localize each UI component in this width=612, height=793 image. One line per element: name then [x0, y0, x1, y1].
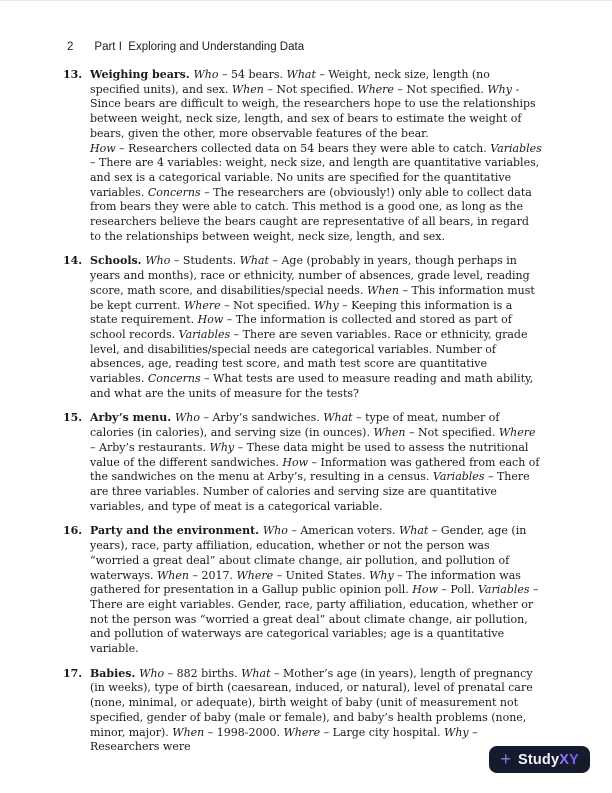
header-title: Part I Exploring and Understanding Data [94, 41, 305, 53]
brand-text-secondary: XY [559, 751, 579, 768]
item-paragraph: Arby’s menu. Who – Arby’s sandwiches. What – type of meat, number of calories (in calories), and serving size (in ounces). When – Not specified. Where – Arby’s restaurants. Why – These data might be used to assess the nutritional value of the different sandwiches. How – Information was gathered from each of the sandwiches on the menu at Arby’s, resulting in a census. Variables – There are three variables. Number of calories and serving size are quantitative variables, and type of meat is a categorical variable. [90, 411, 540, 513]
page-header [67, 1, 612, 53]
solution-item-13 [63, 68, 542, 244]
item-number: 13. [63, 68, 83, 81]
solutions-list [63, 68, 542, 755]
item-number: 16. [63, 524, 83, 538]
brand-wordmark [518, 752, 579, 768]
item-paragraph: Party and the environment. Who – American voters. What – Gender, age (in years), race, party affiliation, education, whether or not the person was “worried a great deal” about climate change, air pollution, and pollution of waterways. When – 2017. Where – United States. Why – The information was gathered for presentation in a Gallup public opinion poll. How – Poll. Variables – There are eight variables. Gender, race, party affiliation, education, whether or not the person was “worried a great deal” about climate change, air pollution, and pollution of waterways are categorical variables; age is a quantitative variable. [90, 524, 539, 656]
item-paragraph: Weighing bears. Who – 54 bears. What – Weight, neck size, length (no specified units), and sex. When – Not specified. Where – Not specified. Why - Since bears are difficult to weigh, the researchers hope to use the relationships between weight, neck size, length, and sex of bears to estimate the weight of bears, given the other, more observable features of the bear. [90, 68, 536, 140]
item-paragraph: Babies. Who – 882 births. What – Mother’s age (in years), length of pregnancy (in weeks), type of birth (caesarean, induced, or natural), level of prenatal care (none, minimal, or adequate), birth weight of baby (unit of measurement not specified, gender of baby (male or female), and baby’s health problems (none, minor, major). When – 1998-2000. Where – Large city hospital. Why – Researchers were [90, 666, 533, 754]
solution-item-16 [63, 524, 542, 656]
plus-icon: + [500, 748, 511, 769]
item-paragraph: How – Researchers collected data on 54 bears they were able to catch. Variables – There are 4 variables: weight, neck size, and length are quantitative variables, and sex is a categorical variable. No units are specified for the quantitative variables. Concerns – The researchers are (obviously!) only able to collect data from bears they were able to catch. This method is a good one, as long as the researchers believe the bears caught are representative of all bears, in regard to the relationships between weight, neck size, length, and sex. [90, 141, 542, 243]
page-number: 2 [67, 41, 74, 53]
item-number: 14. [63, 254, 83, 268]
item-number: 17. [63, 666, 83, 680]
solution-item-15 [63, 411, 542, 514]
brand-text-primary: Study [517, 751, 560, 768]
item-paragraph: Schools. Who – Students. What – Age (probably in years, though perhaps in years and months), race or ethnicity, number of absences, grade level, reading score, math score, and disabilities/special needs. When – This information must be kept current. Where – Not specified. Why – Keeping this information is a state requirement. How – The information is collected and stored as part of school records. Variables – There are seven variables. Race or ethnicity, grade level, and disabilities/special needs are categorical variables. Number of absences, age, reading test score, and math test score are quantitative variables. Concerns – What tests are used to measure reading and math ability, and what are the units of measure for the tests? [90, 254, 535, 400]
solution-item-17 [63, 667, 542, 755]
studyxy-logo-badge [489, 746, 590, 773]
item-number: 15. [63, 411, 83, 425]
solution-item-14 [63, 254, 542, 401]
